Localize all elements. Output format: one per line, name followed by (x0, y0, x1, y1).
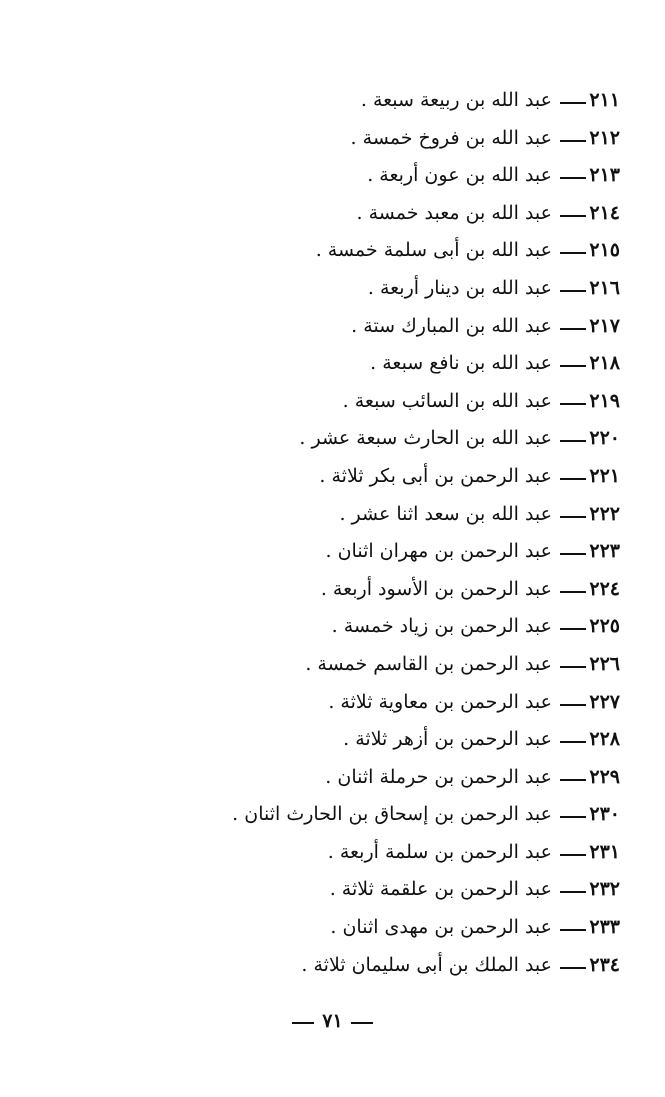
entry-number: ٢٣٢ (589, 878, 620, 901)
entry-list (100, 82, 620, 984)
entry-number: ٢٢٩ (589, 765, 620, 788)
entry-number: ٢٣٠ (589, 803, 620, 826)
entry-text: عبد الله بن المبارك ستة . (351, 314, 552, 337)
entry-dash (560, 779, 586, 781)
list-item (100, 947, 620, 985)
entry-number: ٢٢٨ (589, 728, 620, 751)
entry-number: ٢٢٢ (589, 502, 620, 525)
entry-text: عبد الله بن الحارث سبعة عشر . (299, 427, 552, 450)
page-number-value: ٧١ (322, 1010, 343, 1032)
list-item (100, 308, 620, 346)
list-item (100, 383, 620, 421)
entry-text: عبد الله بن سعد اثنا عشر . (339, 502, 552, 525)
entry-number: ٢١٧ (589, 314, 620, 337)
entry-text: عبد الرحمن بن سلمة أربعة . (327, 840, 552, 863)
entry-dash (560, 967, 586, 969)
entry-number: ٢٣٣ (589, 916, 620, 939)
entry-text: عبد الرحمن بن القاسم خمسة . (305, 652, 552, 675)
list-item (100, 721, 620, 759)
list-item (100, 608, 620, 646)
entry-text: عبد الرحمن بن مهدى اثنان . (330, 916, 552, 939)
entry-dash (560, 140, 586, 142)
list-item (100, 533, 620, 571)
list-item (100, 420, 620, 458)
list-item (100, 345, 620, 383)
entry-number: ٢١٥ (589, 239, 620, 262)
entry-number: ٢٢٥ (589, 615, 620, 638)
entry-number: ٢١٨ (589, 352, 620, 375)
entry-text: عبد الرحمن بن الأسود أربعة . (320, 577, 552, 600)
entry-number: ٢٢٣ (589, 540, 620, 563)
list-item (100, 646, 620, 684)
entry-dash (560, 215, 586, 217)
page-number-dash-right (351, 1022, 373, 1024)
entry-text: عبد الله بن فروخ خمسة . (350, 126, 552, 149)
entry-dash (560, 741, 586, 743)
entry-number: ٢١٤ (589, 201, 620, 224)
list-item (100, 232, 620, 270)
entry-number: ٢١٦ (589, 276, 620, 299)
entry-text: عبد الرحمن بن إسحاق بن الحارث اثنان . (232, 803, 552, 826)
entry-number: ٢٢٧ (589, 690, 620, 713)
list-item (100, 684, 620, 722)
entry-dash (560, 403, 586, 405)
entry-dash (560, 666, 586, 668)
entry-dash (560, 328, 586, 330)
list-item (100, 270, 620, 308)
list-item (100, 496, 620, 534)
entry-text: عبد الملك بن أبى سليمان ثلاثة . (301, 953, 552, 976)
entry-number: ٢٣٤ (589, 953, 620, 976)
entry-text: عبد الرحمن بن أزهر ثلاثة . (343, 728, 552, 751)
entry-number: ٢١٣ (589, 164, 620, 187)
entry-dash (560, 891, 586, 893)
list-item (100, 871, 620, 909)
list-item (100, 157, 620, 195)
entry-text: عبد الرحمن بن زياد خمسة . (331, 615, 552, 638)
list-item (100, 759, 620, 797)
entry-dash (560, 290, 586, 292)
entry-dash (560, 816, 586, 818)
entry-text: عبد الرحمن بن أبى بكر ثلاثة . (319, 464, 552, 487)
list-item (100, 796, 620, 834)
entry-dash (560, 553, 586, 555)
entry-dash (560, 704, 586, 706)
entry-number: ٢١٩ (589, 389, 620, 412)
entry-text: عبد الرحمن بن علقمة ثلاثة . (329, 878, 552, 901)
page-number-dash-left (292, 1022, 314, 1024)
page-number (0, 1010, 665, 1032)
entry-number: ٢١٢ (589, 126, 620, 149)
list-item (100, 834, 620, 872)
entry-dash (560, 252, 586, 254)
entry-text: عبد الله بن ربيعة سبعة . (360, 89, 552, 111)
entry-number: ٢٢١ (589, 464, 620, 487)
entry-dash (560, 854, 586, 856)
entry-text: عبد الرحمن بن مهران اثنان . (325, 540, 552, 563)
entry-dash (560, 365, 586, 367)
entry-dash (560, 628, 586, 630)
entry-text: عبد الله بن السائب سبعة . (342, 389, 552, 412)
entry-dash (560, 478, 586, 480)
entry-number: ٢٢٠ (589, 427, 620, 450)
entry-text: عبد الله بن معبد خمسة . (356, 201, 552, 224)
list-item (100, 571, 620, 609)
entry-dash (560, 929, 586, 931)
entry-text: عبد الرحمن بن معاوية ثلاثة . (328, 690, 552, 713)
entry-dash (560, 177, 586, 179)
list-item (100, 82, 620, 120)
entry-text: عبد الله بن نافع سبعة . (370, 352, 552, 375)
list-item (100, 195, 620, 233)
entry-number: ٢٣١ (589, 840, 620, 863)
entry-text: عبد الله بن دينار أربعة . (367, 276, 552, 299)
entry-text: عبد الرحمن بن حرملة اثنان . (325, 765, 552, 788)
entry-text: عبد الله بن عون أربعة . (367, 164, 552, 187)
entry-dash (560, 440, 586, 442)
entry-dash (560, 516, 586, 518)
entry-number: ٢٢٤ (589, 577, 620, 600)
entry-dash (560, 591, 586, 593)
list-item (100, 120, 620, 158)
list-item (100, 909, 620, 947)
entry-number: ٢٢٦ (589, 652, 620, 675)
entry-number: ٢١١ (589, 89, 620, 111)
list-item (100, 458, 620, 496)
entry-dash (560, 102, 586, 104)
entry-text: عبد الله بن أبى سلمة خمسة . (315, 239, 552, 262)
